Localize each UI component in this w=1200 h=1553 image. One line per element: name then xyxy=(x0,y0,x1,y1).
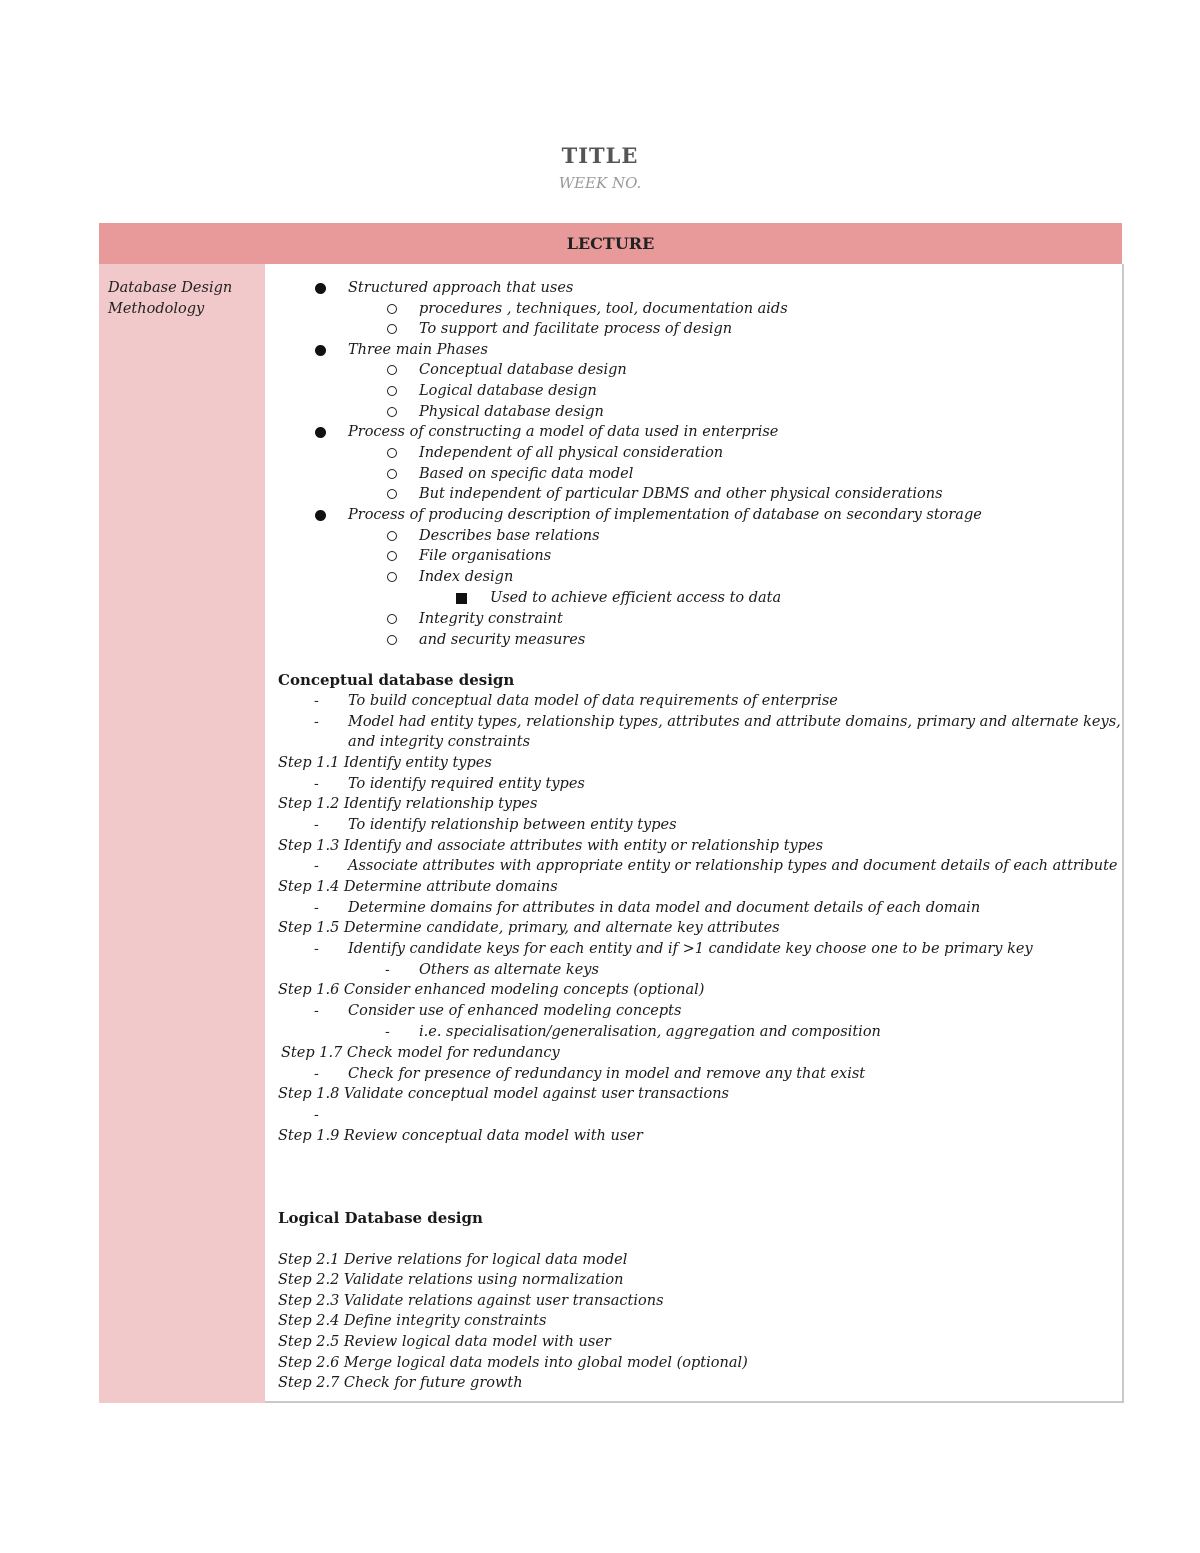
list-item: Identify candidate keys for each entity and if >1 candidate key choose one to be primary key xyxy=(348,941,1033,957)
section-heading-conceptual: Conceptual database design xyxy=(278,671,515,689)
step-line: Step 1.1 Identify entity types xyxy=(278,755,492,771)
step-line: Step 1.8 Validate conceptual model against user transactions xyxy=(278,1086,729,1102)
list-item: Three main Phases xyxy=(348,342,488,358)
dash-bullet: - xyxy=(385,1024,390,1040)
bullet-circle-icon xyxy=(387,324,397,334)
list-item: Describes base relations xyxy=(419,528,600,544)
bullet-dot-icon xyxy=(315,283,326,294)
bullet-dot-icon xyxy=(315,510,326,521)
lecture-heading: LECTURE xyxy=(566,234,655,253)
list-item: Associate attributes with appropriate entity or relationship types and document details of each attribute xyxy=(348,858,1118,874)
step-line: Step 1.9 Review conceptual data model with user xyxy=(278,1128,643,1144)
dash-bullet: - xyxy=(314,817,319,833)
dash-bullet: - xyxy=(314,900,319,916)
step-line: Step 2.6 Merge logical data models into global model (optional) xyxy=(278,1355,748,1371)
list-item: But independent of particular DBMS and other physical considerations xyxy=(419,486,943,502)
list-item: Check for presence of redundancy in model and remove any that exist xyxy=(348,1066,866,1082)
section-heading-logical: Logical Database design xyxy=(278,1209,483,1227)
bullet-circle-icon xyxy=(387,469,397,479)
list-item: Used to achieve efficient access to data xyxy=(490,590,782,606)
bullet-dot-icon xyxy=(315,345,326,356)
dash-bullet: - xyxy=(314,1066,319,1082)
bullet-circle-icon xyxy=(387,489,397,499)
bullet-circle-icon xyxy=(387,448,397,458)
list-item: and integrity constraints xyxy=(348,734,531,750)
step-line: Step 1.7 Check model for redundancy xyxy=(281,1045,560,1061)
list-item: To identify relationship between entity types xyxy=(348,817,677,833)
topic-sidebar xyxy=(99,264,265,1403)
list-item: Physical database design xyxy=(419,404,604,420)
bullet-circle-icon xyxy=(387,572,397,582)
bullet-circle-icon xyxy=(387,386,397,396)
list-item: File organisations xyxy=(419,548,552,564)
dash-bullet: - xyxy=(314,776,319,792)
topic-label: Database Design Methodology xyxy=(108,280,233,317)
step-line: Step 2.2 Validate relations using normalization xyxy=(278,1272,624,1288)
list-item: Integrity constraint xyxy=(419,611,563,627)
list-item: Process of producing description of implementation of database on secondary storage xyxy=(348,507,982,523)
bullet-circle-icon xyxy=(387,304,397,314)
dash-bullet: - xyxy=(314,941,319,957)
bullet-circle-icon xyxy=(387,531,397,541)
dash-bullet: - xyxy=(385,962,390,978)
list-item: and security measures xyxy=(419,632,586,648)
bullet-square-icon xyxy=(456,593,467,604)
step-line: Step 2.1 Derive relations for logical data model xyxy=(278,1252,628,1268)
dash-bullet: - xyxy=(314,1003,319,1019)
list-item: Structured approach that uses xyxy=(348,280,574,296)
week-number: WEEK NO. xyxy=(558,174,642,192)
list-item: i.e. specialisation/generalisation, aggregation and composition xyxy=(419,1024,881,1040)
step-line: Step 2.4 Define integrity constraints xyxy=(278,1313,547,1329)
bullet-circle-icon xyxy=(387,407,397,417)
bullet-circle-icon xyxy=(387,635,397,645)
bullet-circle-icon xyxy=(387,365,397,375)
list-item: To identify required entity types xyxy=(348,776,585,792)
list-item: Model had entity types, relationship types, attributes and attribute domains, primary and alternate keys, xyxy=(348,714,1121,730)
list-item: Index design xyxy=(419,569,514,585)
list-item: Determine domains for attributes in data model and document details of each domain xyxy=(348,900,981,916)
step-line: Step 2.5 Review logical data model with user xyxy=(278,1334,611,1350)
document-title: TITLE xyxy=(561,143,639,168)
list-item: Independent of all physical consideration xyxy=(419,445,724,461)
step-line: Step 2.7 Check for future growth xyxy=(278,1375,523,1391)
step-line: Step 1.3 Identify and associate attributes with entity or relationship types xyxy=(278,838,824,854)
dash-bullet: - xyxy=(314,714,319,730)
list-item: Logical database design xyxy=(419,383,597,399)
step-line: Step 1.2 Identify relationship types xyxy=(278,796,538,812)
list-item: Consider use of enhanced modeling concepts xyxy=(348,1003,682,1019)
dash-bullet: - xyxy=(314,693,319,709)
step-line: Step 2.3 Validate relations against user transactions xyxy=(278,1293,664,1309)
bullet-dot-icon xyxy=(315,427,326,438)
step-line: Step 1.4 Determine attribute domains xyxy=(278,879,558,895)
list-item: procedures , techniques, tool, documentation aids xyxy=(419,301,788,317)
list-item: To build conceptual data model of data requirements of enterprise xyxy=(348,693,838,709)
bullet-circle-icon xyxy=(387,614,397,624)
list-item: Others as alternate keys xyxy=(419,962,599,978)
list-item: Process of constructing a model of data used in enterprise xyxy=(348,424,779,440)
dash-bullet: - xyxy=(314,1107,319,1123)
step-line: Step 1.6 Consider enhanced modeling concepts (optional) xyxy=(278,982,705,998)
list-item: To support and facilitate process of design xyxy=(419,321,733,337)
list-item: Based on specific data model xyxy=(419,466,634,482)
list-item: Conceptual database design xyxy=(419,362,627,378)
bullet-circle-icon xyxy=(387,551,397,561)
step-line: Step 1.5 Determine candidate, primary, and alternate key attributes xyxy=(278,920,780,936)
lecture-header xyxy=(99,223,1122,264)
dash-bullet: - xyxy=(314,858,319,874)
